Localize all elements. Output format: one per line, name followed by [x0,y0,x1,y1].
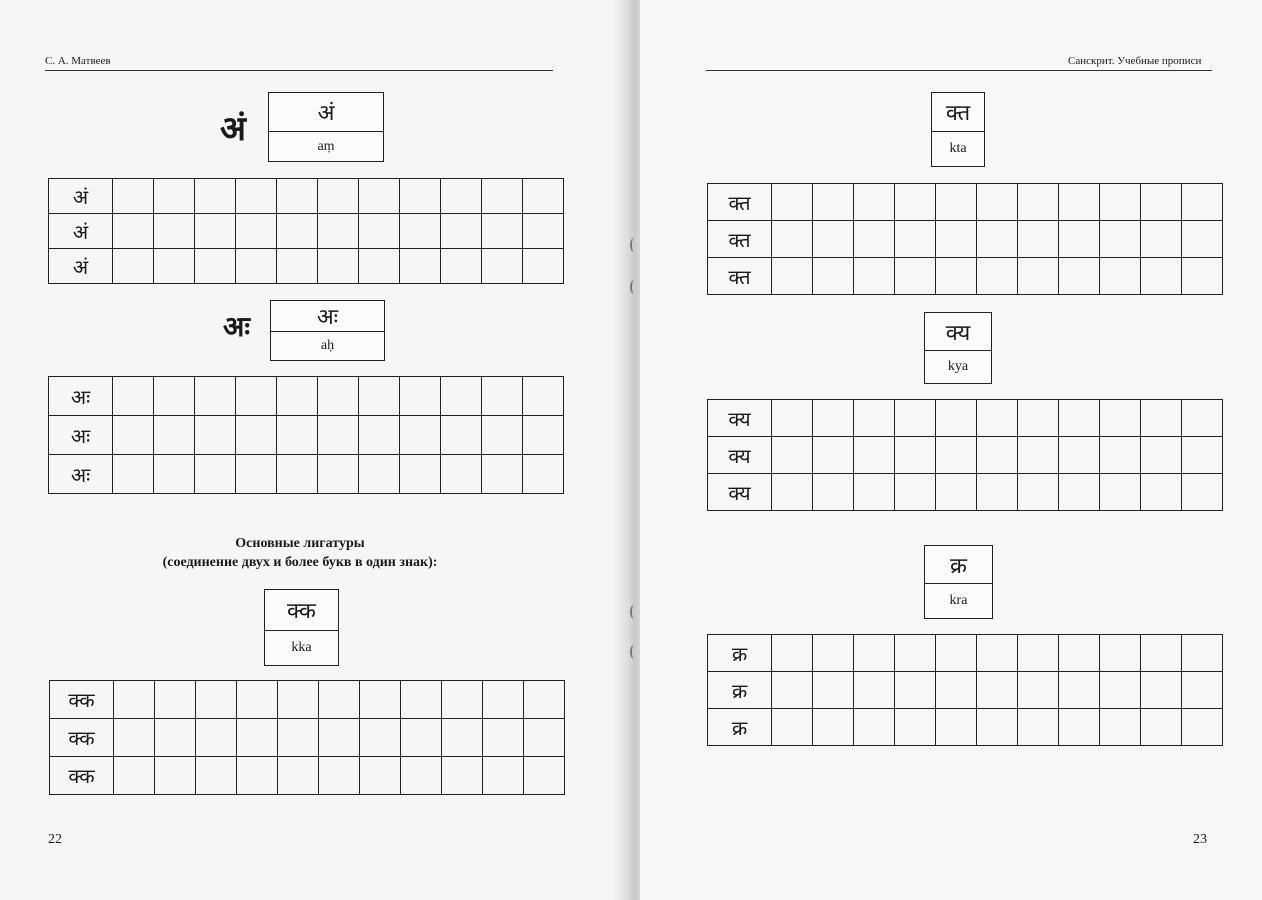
author-header: С. А. Матвеев [45,55,111,67]
letter-translit: aḥ [320,338,335,353]
letter-translit: kra [949,593,968,608]
grid-row-letter: अः [49,416,113,455]
binding-hole [630,605,638,619]
grid-row-letter: अः [49,455,113,494]
practice-grid [48,178,564,284]
grid-row-letter: क्क [50,757,114,795]
grid-row [49,179,564,214]
header-rule [45,70,553,71]
grid-row [50,757,565,795]
grid-row [708,221,1223,258]
practice-grid [49,680,565,795]
grid-row [50,681,565,719]
letter-card [270,300,385,361]
grid-row-letter: क्र [708,672,772,709]
large-letter: अं [220,109,246,149]
grid-row-letter: क्क [50,719,114,757]
letter-translit: kta [949,141,967,156]
book-title-header: Санскрит. Учебные прописи [1068,55,1202,67]
binding-hole [630,280,638,294]
grid-row [708,400,1223,437]
grid-row-letter: क्य [708,474,772,511]
grid-row [708,672,1223,709]
letter-translit: aṃ [317,138,335,154]
letter-glyph: क्य [925,313,991,351]
grid-row [49,416,564,455]
letter-glyph: क्त [932,93,984,132]
letter-glyph: अः [271,301,384,332]
grid-row-letter: अं [49,249,113,284]
grid-row [708,474,1223,511]
letter-translit: kya [947,359,969,374]
practice-grid [48,376,564,494]
grid-row [49,455,564,494]
letter-translit: kka [291,640,312,655]
letter-card [931,92,985,167]
grid-row-letter: अं [49,179,113,214]
letter-glyph: क्र [925,546,992,584]
header-rule [706,70,1212,71]
grid-row [708,184,1223,221]
letter-card [268,92,384,162]
grid-row-letter: क्त [708,221,772,258]
page-number: 23 [1193,832,1207,847]
letter-glyph: क्क [265,590,338,631]
binding-hole [630,645,638,659]
grid-row [49,249,564,284]
grid-row-letter: क्र [708,709,772,746]
grid-row [49,377,564,416]
grid-row-letter: क्य [708,437,772,474]
letter-card [924,545,993,619]
large-letter: अः [223,310,251,343]
practice-grid [707,399,1223,511]
grid-row-letter: क्य [708,400,772,437]
grid-row-letter: अं [49,214,113,249]
binding-hole [630,238,638,252]
grid-row-letter: क्त [708,184,772,221]
grid-row-letter: क्क [50,681,114,719]
section-heading-line1: Основные лигатуры [235,536,365,551]
section-heading-line2: (соединение двух и более букв в один знак): [162,555,438,570]
letter-card [264,589,339,666]
section-heading [100,534,500,572]
grid-row [708,709,1223,746]
grid-row [708,635,1223,672]
letter-glyph: अं [269,93,383,132]
practice-grid [707,183,1223,295]
practice-grid [707,634,1223,746]
right-page [640,0,1262,900]
grid-row-letter: अः [49,377,113,416]
grid-row [49,214,564,249]
left-page [0,0,622,900]
grid-row-letter: क्त [708,258,772,295]
grid-row [708,437,1223,474]
grid-row [708,258,1223,295]
grid-row [50,719,565,757]
page-number: 22 [48,832,62,847]
grid-row-letter: क्र [708,635,772,672]
letter-card [924,312,992,384]
